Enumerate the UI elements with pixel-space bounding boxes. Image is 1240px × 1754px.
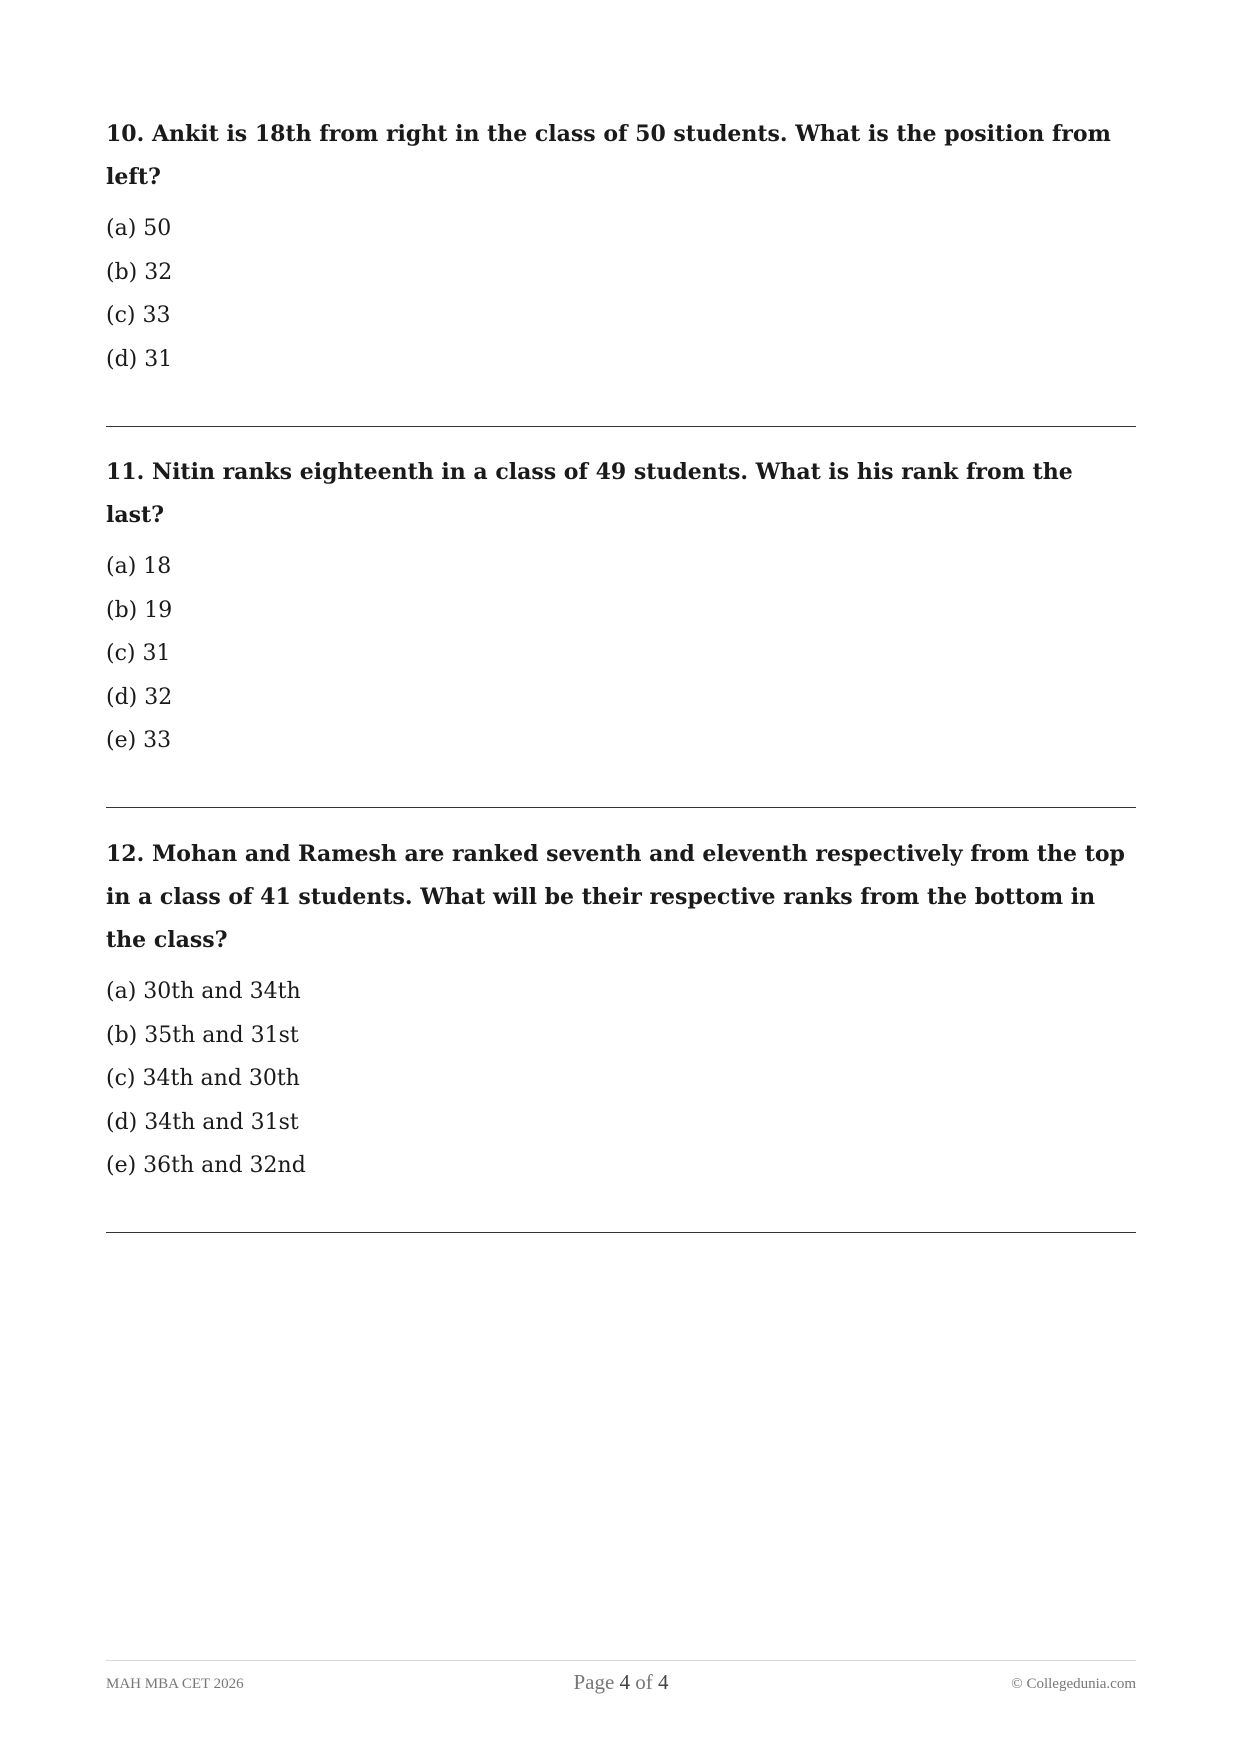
option-e: (e) 33 bbox=[106, 728, 172, 753]
option-c: (c) 34th and 30th bbox=[106, 1066, 300, 1091]
option-b: (b) 35th and 31st bbox=[106, 1022, 299, 1048]
option-b: (b) 32 bbox=[106, 259, 173, 285]
question-body: Ankit is 18th from right in the class of 50 students. What is the position from left? bbox=[106, 121, 1111, 190]
page-total: 4 bbox=[658, 1670, 669, 1694]
option-a: (a) 50 bbox=[106, 216, 172, 241]
question-11 bbox=[106, 451, 1136, 537]
divider bbox=[106, 1232, 1136, 1233]
question-text bbox=[106, 451, 1136, 537]
option-b: (b) 19 bbox=[106, 597, 173, 623]
divider bbox=[106, 807, 1136, 808]
page-indicator bbox=[106, 1670, 1136, 1695]
page-of: of bbox=[635, 1670, 653, 1694]
divider bbox=[106, 426, 1136, 427]
footer-divider bbox=[106, 1660, 1136, 1661]
question-10 bbox=[106, 113, 1136, 199]
question-number: 11. bbox=[106, 459, 145, 485]
question-text bbox=[106, 833, 1136, 962]
option-a: (a) 30th and 34th bbox=[106, 979, 301, 1004]
document-page bbox=[106, 0, 1136, 1754]
options-list bbox=[106, 207, 172, 381]
question-number: 10. bbox=[106, 121, 145, 147]
page-prefix: Page bbox=[573, 1670, 615, 1694]
question-text bbox=[106, 113, 1136, 199]
page-current: 4 bbox=[619, 1670, 631, 1694]
option-c: (c) 33 bbox=[106, 303, 171, 328]
question-12 bbox=[106, 833, 1136, 962]
option-d: (d) 32 bbox=[106, 684, 173, 710]
options-list bbox=[106, 970, 306, 1188]
page-footer bbox=[106, 1668, 1136, 1704]
copyright: © Collegedunia.com bbox=[1011, 1676, 1136, 1692]
option-e: (e) 36th and 32nd bbox=[106, 1153, 306, 1178]
exam-label: MAH MBA CET 2026 bbox=[106, 1676, 244, 1692]
question-body: Nitin ranks eighteenth in a class of 49 students. What is his rank from the last? bbox=[106, 459, 1073, 528]
option-d: (d) 31 bbox=[106, 346, 173, 372]
option-c: (c) 31 bbox=[106, 641, 171, 666]
options-list bbox=[106, 545, 172, 763]
question-body: Mohan and Ramesh are ranked seventh and eleventh respectively from the top in a class of 41 students. What will be their respective ranks from the bottom in the class? bbox=[106, 841, 1125, 953]
option-d: (d) 34th and 31st bbox=[106, 1109, 299, 1135]
option-a: (a) 18 bbox=[106, 554, 172, 579]
question-number: 12. bbox=[106, 841, 145, 867]
